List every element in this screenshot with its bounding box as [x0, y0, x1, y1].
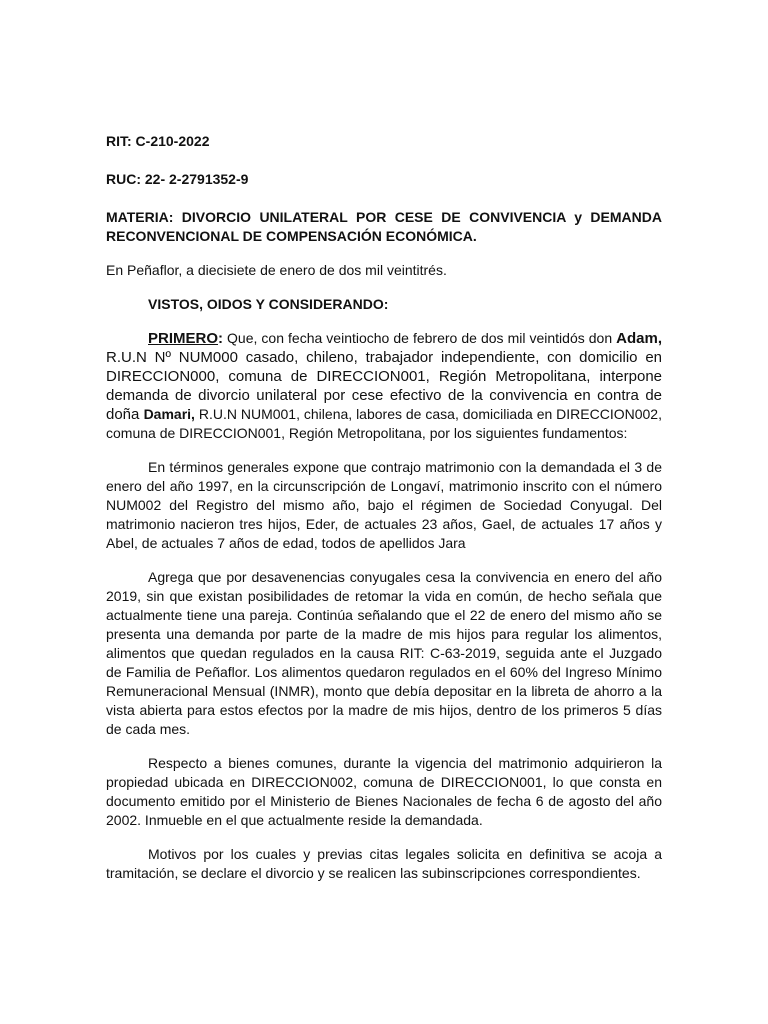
plaintiff-name: Adam,: [616, 330, 662, 347]
paragraph-bienes: Respecto a bienes comunes, durante la vigencia del matrimonio adquirieron la propiedad ubicada en DIRECCION002, comuna de DIRECCION001, lo que consta en documento emitido por el Ministerio de Bienes Nacionales de fecha 6 de agosto del año 2002. Inmueble en el que actualmente reside la demandada.: [106, 755, 662, 828]
paragraph-motivos: Motivos por los cuales y previas citas legales solicita en definitiva se acoja a tramitación, se declare el divorcio y se realicen las subinscripciones correspondientes.: [106, 846, 662, 881]
place-date-line: En Peñaflor, a diecisiete de enero de dos mil veintitrés.: [106, 262, 447, 278]
primero-text-1: Que, con fecha veintiocho de febrero de dos mil veintidós don: [223, 330, 617, 346]
primero-colon: :: [218, 330, 224, 347]
primero-text-3: R.U.N NUM001, chilena, labores de casa, domiciliada en DIRECCION002, comuna de DIRECCION001, Región Metropolitana, por los siguientes fundamentos:: [106, 406, 662, 441]
vistos-heading: VISTOS, OIDOS Y CONSIDERANDO:: [148, 296, 389, 312]
materia-line: MATERIA: DIVORCIO UNILATERAL POR CESE DE CONVIVENCIA y DEMANDA RECONVENCIONAL DE COMPENSACIÓN ECONÓMICA.: [106, 209, 662, 244]
ruc-line: RUC: 22- 2-2791352-9: [106, 171, 249, 187]
primero-label: PRIMERO: [148, 330, 219, 347]
paragraph-convivencia: Agrega que por desavenencias conyugales cesa la convivencia en enero del año 2019, sin que existan posibilidades de retomar la vida en común, de hecho señala que actualmente tiene una pareja. Continúa señalando que el 22 de enero del mismo año se presenta una demanda por parte de la madre de mis hijos para regular los alimentos, alimentos que quedan regulados en la causa RIT: C-63-2019, seguida ante el Juzgado de Familia de Peñaflor. Los alimentos quedaron regulados en el 60% del Ingreso Mínimo Remuneracional Mensual (INMR), monto que debía depositar en la libreta de ahorro a la vista abierta para estos efectos por la madre de mis hijos, dentro de los primeros 5 días de cada mes.: [106, 569, 662, 737]
defendant-name: Damari,: [143, 406, 195, 422]
primero-text-2: R.U.N Nº NUM000 casado, chileno, trabajador independiente, con domicilio en DIRECCION000, comuna de DIRECCION001, Región Metropolitana, interpone demanda de divorcio unilateral por cese efectivo de la convivencia en contra de doña: [106, 349, 662, 423]
document-page: [106, 132, 662, 883]
paragraph-matrimonio: En términos generales expone que contrajo matrimonio con la demandada el 3 de enero del año 1997, en la circunscripción de Longaví, matrimonio inscrito con el número NUM002 del Registro del mismo año, bajo el régimen de Sociedad Conyugal. Del matrimonio nacieron tres hijos, Eder, de actuales 23 años, Gael, de actuales 17 años y Abel, de actuales 7 años de edad, todos de apellidos Jara: [106, 459, 662, 551]
rit-line: RIT: C-210-2022: [106, 133, 210, 149]
paragraph-primero: [106, 329, 662, 443]
